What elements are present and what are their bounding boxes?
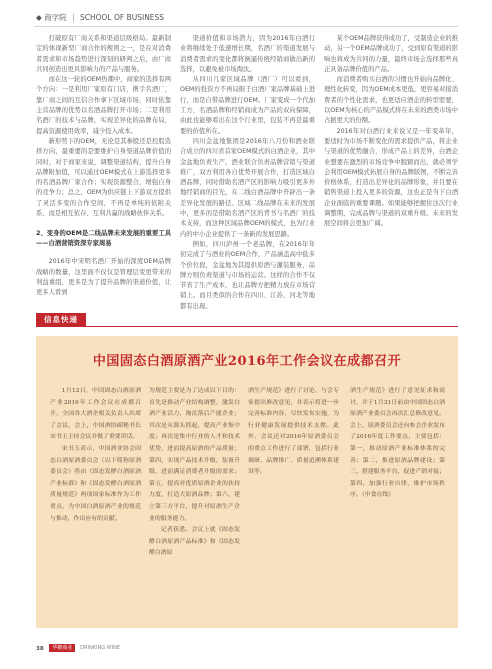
- section-header: [36, 12, 164, 23]
- article-paragraph: 2016年中宋明名酒厂开始的深度OEM品牌战略的数量，这里面不仅仅是管理层变更带来的利益重组，更多是为了提升品牌的渠道价值，让更多人看到: [36, 258, 171, 297]
- magazine-name-en: DRINKING WINE: [80, 645, 120, 651]
- news-section-divider: [86, 326, 458, 327]
- news-paragraph: 为规范主要是为了达成以下目的：首先是推动产业结构调整，激发白酒产业活力，淘汰落后产能企业；其次是从源头抓起，提高产业集中度；再次是集中行业的人才和技术优势，进而提高原酒的产品质量；第四，实现产品技术升级，装备升级，进而满足消费者升级的需求；第五，提高对优质原酒企业的扶持力度，打造大原酒品牌；第六，建立第三方平台，提升对原酒生产企业的服务能力。: [149, 388, 240, 522]
- news-headline: 中国固态白酒原酒产业2016年工作会议在成都召开: [92, 354, 402, 369]
- news-paragraph: 1月12日，中国固态白酒原酒产业2016年工作会议在成都召开，全国各大酒企相关负责人出席了会议。会上，中国酒协副秘书长宋书玉主持会议并做了重要讲话。: [50, 388, 141, 441]
- article-paragraph: 四川金盆地集团是2016年八月份和酒业联合成立的四川省首家OEM模式的白酒企业，其中金盆地负责生产，酒业联合负责品牌营销与渠道推广，双方利用各自优势开展合作，打造区域白酒品牌，同时借助名酒产区的影响力吸引更多外地经销商的目光，在二线白酒品牌中开辟出一条差异化发展的路径。区域二线品牌在未来的发展中，更多的是借助名酒产区的背书与名酒厂的技术支持，而这种区域品牌OEM的模式，也为行业内的中小企业提供了一条新的发展思路。: [180, 137, 315, 238]
- article-paragraph: 渠道价值和市场潜力，因为2016年白酒行业将继续处于低速增长期，名酒厂的渠道发展与消费者需求的变化都将倒逼传统经销商做出新的选择，以避免被市场淘汰。: [180, 35, 315, 73]
- news-paragraph: 宋书玉表示，中国酒业协会固态白酒原酒委员会（以下简称原酒委员会）将由《固态发酵白酒原酒产业标准》和《固态发酵白酒原酒质量规范》两项国家标准作为工作重点，为中国白酒原酒产业的规范与推动，作出应有的贡献。: [50, 445, 141, 522]
- news-column-3: [248, 386, 339, 479]
- article-paragraph: 例如，四川泸州一个老品牌，在2016年年初完成了与酒业的OEM合作，产品涵盖高中低多个价位段，金盆地为其提供原酒与灌装服务，品牌方则负责渠道与市场的运营。这样的合作不仅节省了生产成本，也让品牌方把精力放在市场营销上。而且类似的合作在四川、江苏、河北等地都有出现。: [180, 240, 315, 310]
- page-footer: [36, 644, 120, 656]
- page-header: [0, 0, 492, 28]
- page-number: 38: [36, 645, 44, 652]
- header-separator: |: [72, 13, 75, 22]
- news-column-4: [350, 386, 445, 502]
- news-column-1: [50, 386, 141, 525]
- article-column-2: [180, 34, 315, 312]
- news-section-tab: 信息快递: [36, 313, 86, 327]
- article-column-1: [36, 34, 171, 299]
- article-paragraph: 2016年对白酒行业来说又是一年变革年，要适时为市场不断变化的需求提供产品，将企业与渠道的优势融合，形成产品上的差异，白酒企业想要在激烈的市场竞争中脱颖而出，就必须学会利用OEM模式拓展自身的品牌版图，不断完善价格体系，打造出差异化的品牌形象，并且要在销售渠道上投入更多的资源，这也正是当下白酒企业面临的重要课题。如果能够把握住这次行业调整期，完成品牌与渠道的双重升级，未来的发展空间将会更加广阔。: [324, 127, 459, 228]
- article-paragraph: 新形势下的OEM，无论是其参股还是控股选择方向，最重要的是要维护自身渠道品牌价值的同时，对于商家来说，调整渠道结构，提升自身品牌附加值，可以通过OEM模式在上游选择更多的名酒品牌厂家合作；实现资源整合，增强自身的竞争力；总之，OEM为供应链上下游双方提供了灵活多变的合作空间，不再是单纯的依附关系，而是相互依存、互利共赢的战略伙伴关系。: [36, 137, 171, 218]
- header-divider: [34, 26, 458, 27]
- news-paragraph: 酒生产规范》进行了讨论，与会专家提出修改意见，并表示将进一步完善标准内容，尽快发布实施，为行业健康发展提供技术支撑。此外，会议还对2016年原酒委员会的重点工作进行了部署，包括行业调研、品牌推广、质量追溯体系建设等。: [248, 388, 339, 476]
- news-box: [36, 336, 458, 628]
- article-paragraph: 打破原有厂商关系和渠道层级格局。最新制定的体现新型厂商合作的规则之一，是在对消费者需求和市场趋势进行深刻的研判之后，由厂商共同创造出更具影响力的产品与服务。: [36, 35, 171, 73]
- article-paragraph: 从四川几家区域品牌（酒厂）可以看到，OEM的投资方不再局限于白酒厂家品牌基础上进行，而是自带品牌进行OEM。厂家变成一个代加工方，名酒品牌和经销商成为产品的双向保障，由此也能够看出在这个行业里，包装不再是最重要的价值所在。: [180, 76, 315, 135]
- section-name-cn: 商学院: [44, 13, 67, 22]
- news-paragraph: 酒生产规范》进行了意见征求和商讨，并于1月31日前由中国固态白酒原酒产业委员会再次汇总修改意见。会上，原酒委员会还向参会企业发布了2016年度工作要点，主要包括：第一，推动原酒产业标准体系的完善；第二，推进原酒品牌建设；第三，搭建服务平台，促进产销对接；第四，加强行业自律，维护市场秩序。（中食在线）: [350, 388, 445, 499]
- news-column-2: [149, 386, 240, 560]
- diamond-icon: ◆: [36, 13, 42, 22]
- magazine-logo: 华糖商业: [49, 644, 75, 652]
- article-column-3: [324, 34, 458, 230]
- article-paragraph: 而在这一轮的OEM热潮中，商家的选择有两个方向：一是利用厂家原有门店，携手名酒厂，靠厂商之间的互信合作拿下区域市场，同时依靠主营品牌的优势以名酒品牌打开市场；二是利用名酒厂的技术与品牌，实现差异化的品牌布局，提高资源使用效率，减少投入成本。: [36, 76, 171, 135]
- article-paragraph: 而消费者购买白酒的习惯也开始向品牌化、理性化转变，因为OEM成本更低，更容易对接消费者的个性化需求，也更适应酒企的转型需要，以OEM为核心的产品模式将在未来的酒类市场中占据更大的份额。: [324, 76, 459, 125]
- article-paragraph: 某个OEM品牌获得成功了，受制造企业的推动，另一个OEM品牌成功了，受到原有渠道的影响也将成为共同的力量，最终市场会选择那些真正具备品牌价值的产品。: [324, 35, 459, 73]
- news-paragraph: 记者获悉，会议上就《固态发酵白酒原酒产品标准》和《固态发酵白酒原: [149, 527, 240, 557]
- article-subheading: 2、变身的OEM是二线品牌未来发展的重要工具——白酒营销资深专家周易: [36, 230, 171, 248]
- section-name-en: SCHOOL OF BUSINESS: [79, 13, 165, 22]
